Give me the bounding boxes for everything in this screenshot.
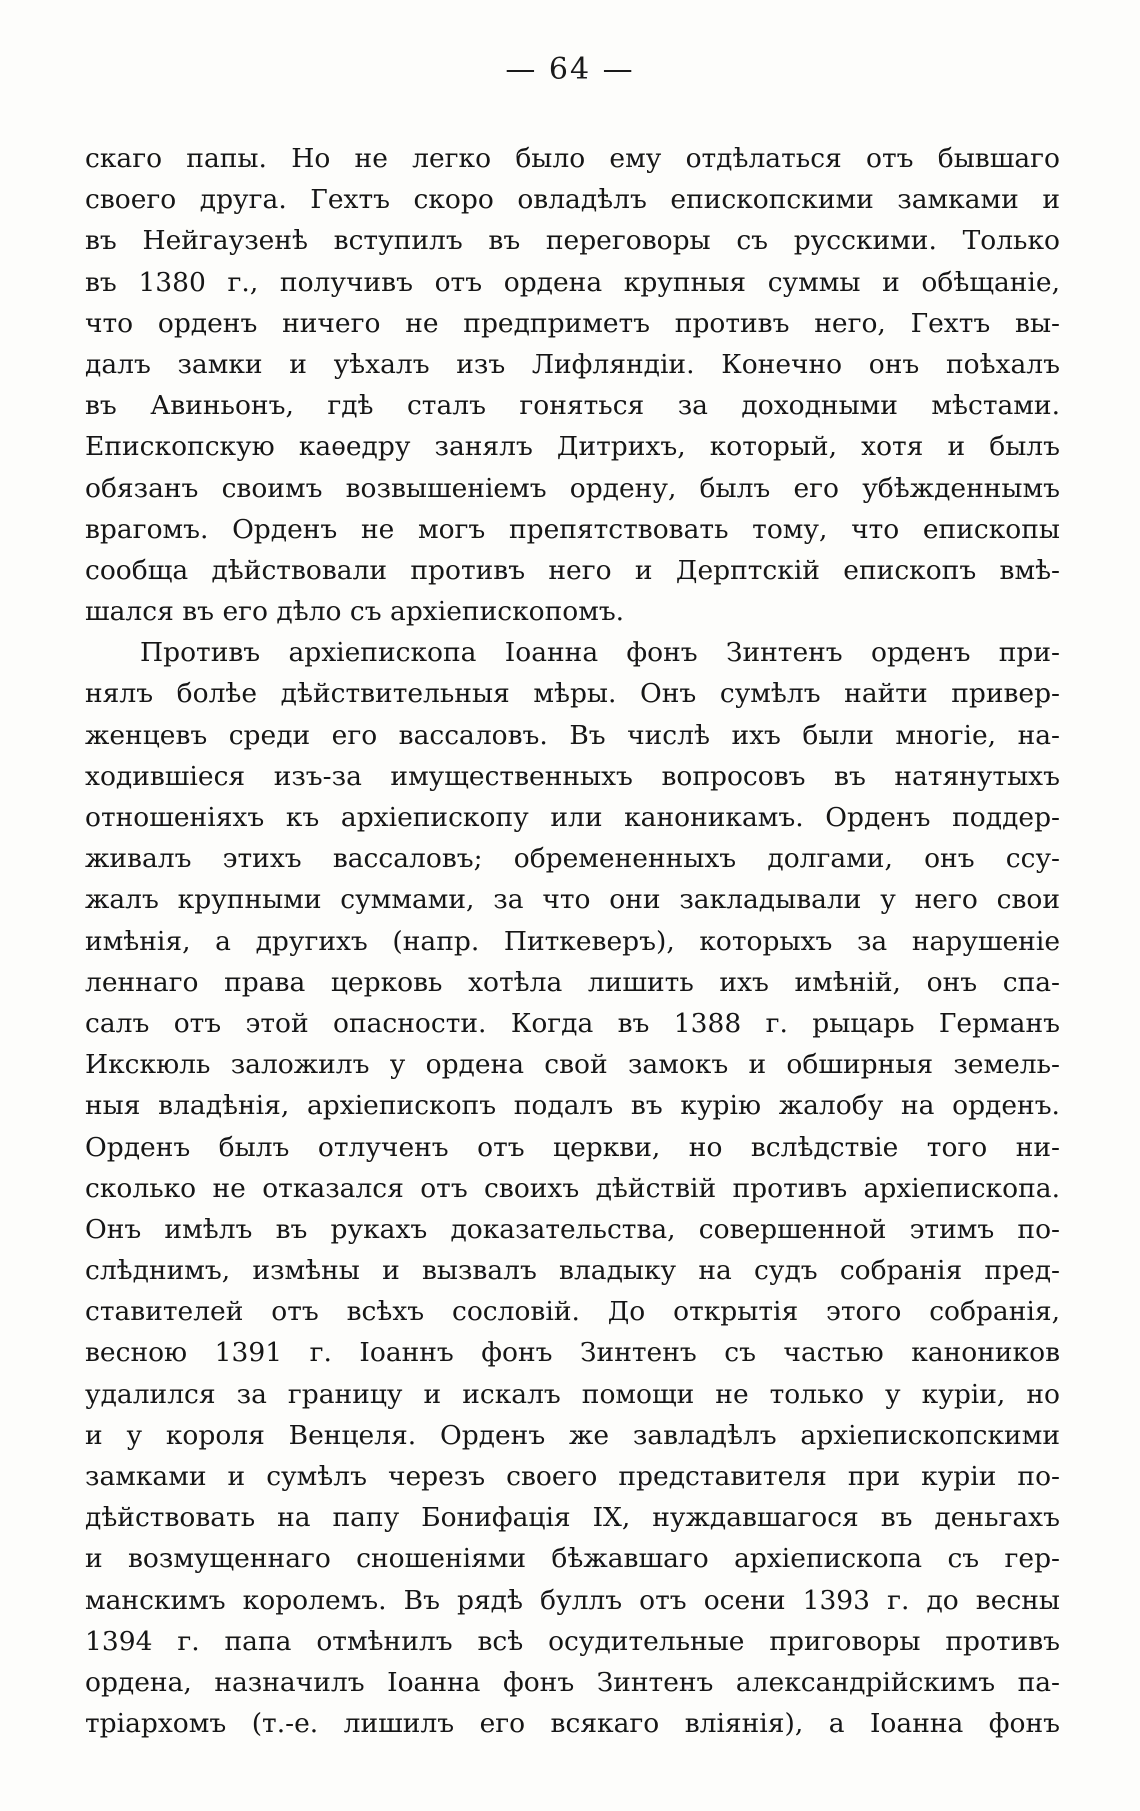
text-line: салъ отъ этой опасности. Когда въ 1388 г. рыцарь Германъ bbox=[85, 1007, 1060, 1039]
text-line: сколько не отказался отъ своихъ дѣйствій противъ архіепископа. bbox=[85, 1172, 1060, 1204]
text-line: Епископскую каѳедру занялъ Дитрихъ, который, хотя и былъ bbox=[85, 431, 1060, 463]
paragraph-2 bbox=[85, 632, 1060, 1744]
body-text bbox=[85, 138, 1060, 1744]
text-line: нялъ болѣе дѣйствительныя мѣры. Онъ сумѣлъ найти привер- bbox=[85, 678, 1060, 710]
text-line: тріархомъ (т.-е. лишилъ его всякаго вліянія), а Іоанна фонъ bbox=[85, 1708, 1060, 1740]
text-line: имѣнія, а другихъ (напр. Питкеверъ), которыхъ за нарушеніе bbox=[85, 925, 1060, 957]
text-line: отношеніяхъ къ архіепископу или каноникамъ. Орденъ поддер- bbox=[85, 802, 1060, 833]
text-line: скаго папы. Но не легко было ему отдѣлаться отъ бывшаго bbox=[85, 143, 1060, 174]
text-line: Орденъ былъ отлученъ отъ церкви, но вслѣдствіе того ни- bbox=[85, 1131, 1060, 1163]
text-line: и возмущеннаго сношеніями бѣжавшаго архіепископа съ гер- bbox=[85, 1543, 1060, 1575]
text-line: леннаго права церковь хотѣла лишить ихъ имѣній, онъ спа- bbox=[85, 966, 1060, 998]
text-line: замками и сумѣлъ черезъ своего представителя при куріи по- bbox=[85, 1461, 1060, 1492]
text-line: весною 1391 г. Іоаннъ фонъ Зинтенъ съ частью каноников bbox=[85, 1337, 1060, 1369]
text-line: ходившіеся изъ-за имущественныхъ вопросовъ въ натянутыхъ bbox=[85, 760, 1060, 792]
text-line: въ 1380 г., получивъ отъ ордена крупныя суммы и обѣщаніе, bbox=[85, 266, 1060, 298]
text-line: Икскюль заложилъ у ордена свой замокъ и обширныя земель- bbox=[85, 1049, 1060, 1081]
text-line: что орденъ ничего не предприметъ противъ него, Гехтъ вы- bbox=[85, 307, 1060, 339]
text-line: далъ замки и уѣхалъ изъ Лифляндіи. Конечно онъ поѣхалъ bbox=[85, 348, 1060, 380]
text-line: 1394 г. папа отмѣнилъ всѣ осудительные приговоры противъ bbox=[85, 1625, 1060, 1657]
page-number: — 64 — bbox=[505, 52, 635, 87]
text-line: сообща дѣйствовали противъ него и Дерптскій епископъ вмѣ- bbox=[85, 554, 1060, 586]
text-line: Противъ архіепископа Іоанна фонъ Зинтенъ орденъ при- bbox=[140, 637, 1060, 669]
text-line: жалъ крупными суммами, за что они закладывали у него свои bbox=[85, 884, 1060, 916]
text-line: и у короля Венцеля. Орденъ же завладѣлъ архіепископскими bbox=[85, 1419, 1060, 1451]
text-line: ставителей отъ всѣхъ сословій. До открытія этого собранія, bbox=[85, 1296, 1060, 1328]
text-line: врагомъ. Орденъ не могъ препятствовать тому, что епископы bbox=[85, 513, 1060, 545]
text-line: въ Нейгаузенѣ вступилъ въ переговоры съ русскими. Только bbox=[85, 225, 1060, 257]
text-line: манскимъ королемъ. Въ рядѣ буллъ отъ осени 1393 г. до весны bbox=[85, 1584, 1060, 1616]
text-line: обязанъ своимъ возвышеніемъ ордену, былъ его убѣжденнымъ bbox=[85, 472, 1060, 504]
text-line: живалъ этихъ вассаловъ; обремененныхъ долгами, онъ ссу- bbox=[85, 843, 1060, 875]
text-line: удалился за границу и искалъ помощи не только у куріи, но bbox=[85, 1378, 1060, 1410]
text-line: въ Авиньонъ, гдѣ сталъ гоняться за доходными мѣстами. bbox=[85, 390, 1060, 422]
text-line: своего друга. Гехтъ скоро овладѣлъ епископскими замками и bbox=[85, 184, 1060, 216]
text-line: шался въ его дѣло съ архіепископомъ. bbox=[85, 596, 625, 628]
text-line: женцевъ среди его вассаловъ. Въ числѣ ихъ были многіе, на- bbox=[85, 719, 1060, 751]
paragraph-1 bbox=[85, 138, 1060, 632]
text-line: ордена, назначилъ Іоанна фонъ Зинтенъ александрійскимъ па- bbox=[85, 1666, 1060, 1698]
text-line: дѣйствовать на папу Бонифація IX, нуждавшагося въ деньгахъ bbox=[85, 1502, 1060, 1534]
text-line: слѣднимъ, измѣны и вызвалъ владыку на судъ собранія пред- bbox=[85, 1255, 1060, 1287]
text-line: Онъ имѣлъ въ рукахъ доказательства, совершенной этимъ по- bbox=[85, 1213, 1060, 1245]
text-line: ныя владѣнія, архіепископъ подалъ въ курію жалобу на орденъ. bbox=[85, 1090, 1060, 1122]
